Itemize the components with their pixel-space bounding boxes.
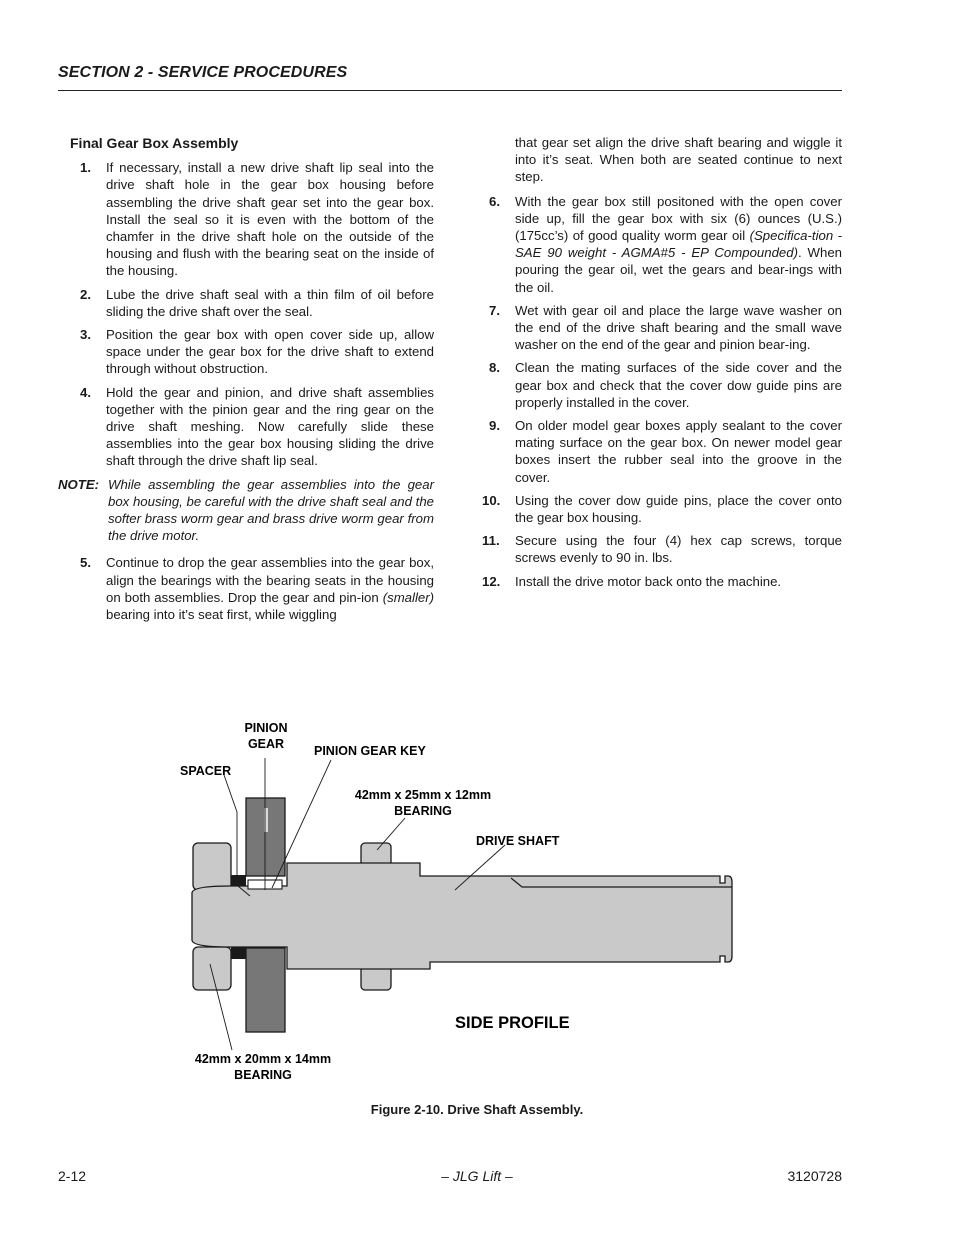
step-text: If necessary, install a new drive shaft lip seal into the drive shaft hole in the gear box housing before assembling the drive shaft gear set into the gear box. Install the seal so it is even with the bottom of the chamfer in the drive shaft hole on the outside of the housing and flush with the bearing seat on the inside of the housing.	[106, 160, 434, 279]
step-number: 3.	[80, 327, 91, 343]
drive-shaft-figure	[0, 700, 954, 1100]
label-pinion: PINION	[244, 721, 288, 735]
label-gear: GEAR	[247, 737, 285, 751]
step-number: 5.	[80, 555, 91, 571]
step-text: On older model gear boxes apply sealant to the cover mating surface on the gear box. On newer model gear boxes insert the rubber seal into the groove in the cover.	[515, 418, 842, 485]
step-number: 11.	[482, 533, 500, 549]
step-3	[58, 326, 434, 378]
leader-spacer	[224, 775, 237, 812]
step-number: 6.	[489, 193, 500, 209]
spacer-bottom	[231, 947, 246, 959]
step-number: 1.	[80, 160, 91, 176]
step-text: Lube the drive shaft seal with a thin film of oil before sliding the drive shaft over the seal.	[106, 286, 434, 319]
label-bearing-bottom-size: 42mm x 20mm x 14mm	[194, 1052, 332, 1066]
figure-caption: Figure 2-10. Drive Shaft Assembly.	[370, 1102, 584, 1117]
label-pinion-gear-key: PINION GEAR KEY	[314, 744, 426, 758]
step-text-italic: (smaller)	[382, 589, 434, 605]
step-1	[58, 159, 434, 279]
step-text: Continue to drop the gear assemblies into the gear box, align the bearings with the bearing seats in the housing on both assemblies. Drop the gear and pin-ion	[106, 555, 434, 605]
section-header	[58, 64, 842, 91]
bearing-left-top	[193, 843, 231, 890]
section-title: SECTION 2 - SERVICE PROCEDURES	[58, 64, 348, 81]
step-5-continued: that gear set align the drive shaft bearing and wiggle it into it’s seat. When both are seated continue to next step.	[515, 135, 842, 185]
step-10	[482, 492, 842, 526]
step-11	[482, 532, 842, 566]
step-text: Install the drive motor back onto the machine.	[515, 573, 782, 589]
right-column	[482, 134, 842, 596]
step-number: 8.	[489, 360, 500, 376]
footer-brand: – JLG Lift –	[441, 1168, 513, 1184]
spacer-top	[231, 875, 246, 886]
note	[58, 476, 434, 545]
step-4	[58, 384, 434, 470]
step-text: Using the cover dow guide pins, place the cover onto the gear box housing.	[515, 492, 842, 526]
procedure-title: Final Gear Box Assembly	[70, 135, 239, 151]
label-drive-shaft: DRIVE SHAFT	[476, 834, 560, 848]
step-text: Secure using the four (4) hex cap screws, torque screws evenly to 90 in. lbs.	[515, 533, 842, 566]
step-number: 10.	[482, 492, 501, 508]
note-label: NOTE:	[58, 476, 100, 492]
note-text: While assembling the gear assemblies into the gear box housing, be careful with the drive shaft seal and the softer brass worm gear and brass drive worm gear from the drive motor.	[108, 476, 434, 544]
step-number: 7.	[489, 302, 500, 318]
step-text: With the gear box still positoned with the open cover side up, fill the gear box with six (6) ounces (U.S.) (175cc’s) of good quality worm gear oil	[515, 193, 842, 244]
step-text: Hold the gear and pinion, and drive shaft assemblies together with the pinion gear and the ring gear on the drive shaft meshing. Now carefully slide these assemblies into the gear box housing sliding the drive shaft through the drive shaft lip seal.	[106, 384, 434, 469]
step-2	[58, 286, 434, 320]
label-side-profile: SIDE PROFILE	[455, 1014, 570, 1032]
step-number: 4.	[80, 384, 91, 400]
pinion-gear-bottom	[246, 948, 285, 1032]
step-9	[482, 417, 842, 486]
label-bearing-top-size: 42mm x 25mm x 12mm	[354, 788, 492, 802]
step-text: Position the gear box with open cover side up, allow space under the gear box for the drive shaft to extend through without obstruction.	[106, 327, 434, 377]
bearing-left-bottom	[193, 947, 231, 990]
step-text: . When pouring the gear oil, wet the gears and bear-ings with the oil.	[515, 245, 842, 295]
document-number: 3120728	[787, 1168, 842, 1184]
step-12	[482, 573, 842, 590]
page-number: 2-12	[58, 1168, 87, 1184]
step-number: 9.	[489, 418, 500, 434]
left-column	[58, 134, 434, 629]
step-number: 2.	[80, 286, 91, 302]
step-6	[482, 193, 842, 296]
step-text: bearing into it’s seat first, while wiggling	[106, 607, 337, 623]
label-spacer: SPACER	[180, 764, 232, 778]
step-text: Wet with gear oil and place the large wave washer on the end of the drive shaft bearing and the small wave washer on the end of the gear and pinion bear-ing.	[515, 302, 842, 353]
step-5	[58, 554, 434, 623]
step-number: 12.	[482, 573, 501, 589]
step-text-italic: (Specifica-tion - SAE 90 weight - AGMA#5 - EP Compounded)	[515, 228, 842, 261]
step-7	[482, 302, 842, 354]
label-bearing-bottom: BEARING	[234, 1068, 292, 1082]
step-8	[482, 359, 842, 411]
drive-shaft-diagram	[0, 700, 954, 1100]
step-text: Clean the mating surfaces of the side cover and the gear box and check that the cover dow guide pins are properly installed in the cover.	[515, 360, 842, 410]
label-bearing-top: BEARING	[394, 804, 452, 818]
